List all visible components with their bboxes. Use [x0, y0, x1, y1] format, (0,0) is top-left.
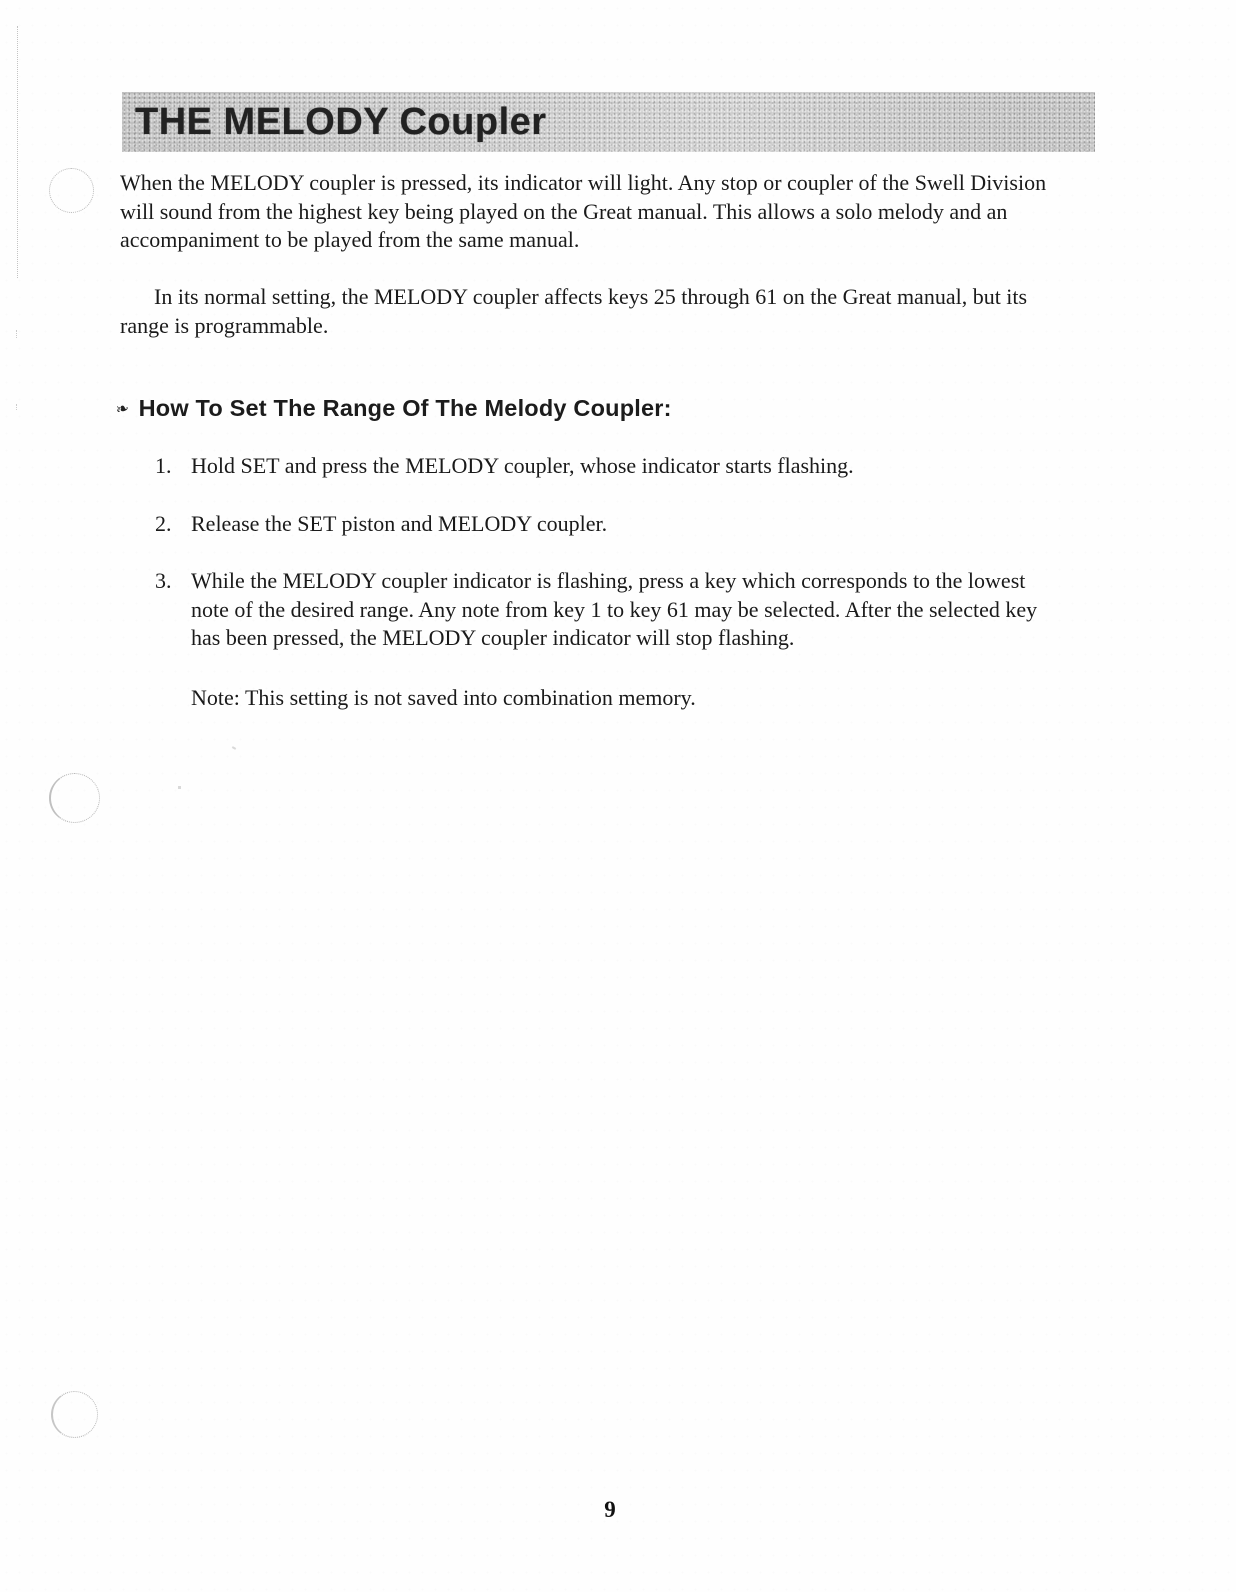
page-title: THE MELODY Coupler — [135, 100, 547, 143]
range-paragraph: In its normal setting, the MELODY coupler affects keys 25 through 61 on the Great manual, but its range is programmable. — [120, 284, 1028, 338]
subsection-heading-text: How To Set The Range Of The Melody Coupler: — [138, 395, 672, 421]
list-item-text: While the MELODY coupler indicator is flashing, press a key which corresponds to the lowest note of the desired range. Any note from key 1 to key 61 may be selected. After the selected key has been pressed, the MELODY coupler indicator will stop flashing. — [191, 568, 1038, 650]
list-item — [155, 510, 1065, 539]
punch-hole — [51, 1391, 98, 1438]
page-number: 9 — [604, 1497, 616, 1522]
scan-edge-line — [17, 26, 18, 278]
list-item-number: 1. — [155, 453, 172, 478]
subsection-heading — [113, 395, 672, 422]
list-item — [155, 452, 1065, 481]
scan-artifact — [232, 746, 236, 750]
list-item-number: 3. — [155, 568, 172, 593]
steps-list — [155, 452, 1065, 653]
scan-artifact — [16, 404, 17, 410]
punch-hole — [49, 773, 100, 823]
scan-artifact — [16, 330, 17, 338]
note-text: Note: This setting is not saved into combination memory. — [191, 685, 696, 710]
fleuron-ornament-icon: ❧ — [113, 397, 132, 420]
list-item-text: Hold SET and press the MELODY coupler, whose indicator starts flashing. — [191, 453, 854, 478]
list-item-text: Release the SET piston and MELODY coupler. — [191, 510, 608, 536]
scan-artifact — [178, 786, 181, 789]
intro-paragraph: When the MELODY coupler is pressed, its indicator will light. Any stop or coupler of the Swell Division will sound from the highest key being played on the Great manual. This allows a solo melody and an accompaniment to be played from the same manual. — [120, 170, 1047, 252]
list-item-number: 2. — [155, 510, 172, 536]
punch-hole — [49, 168, 94, 213]
list-item — [155, 567, 1065, 653]
section-header-band — [122, 92, 1095, 152]
